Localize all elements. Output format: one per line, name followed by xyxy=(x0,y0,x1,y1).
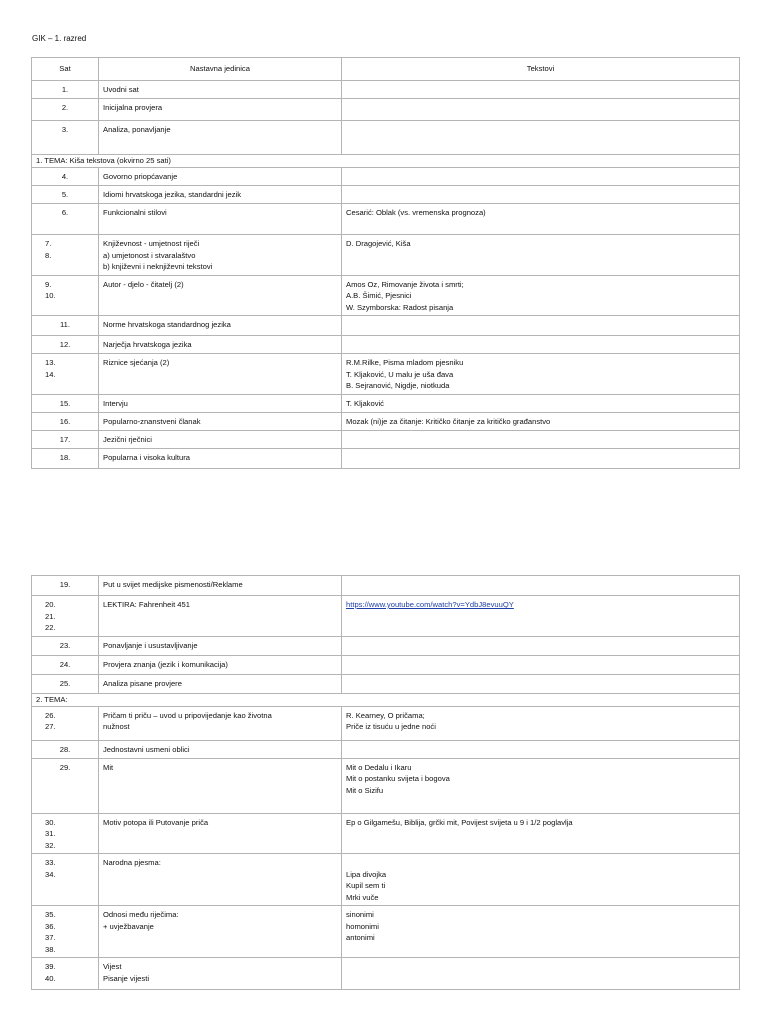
cell-sat: 39. 40. xyxy=(32,958,99,990)
cell-tekstovi xyxy=(342,316,740,336)
table-row xyxy=(32,121,740,155)
cell-sat: 7. 8. xyxy=(32,235,99,276)
cell-tekstovi: Ep o Gilgamešu, Biblija, grčki mit, Povijest svijeta u 9 i 1/2 poglavlja xyxy=(342,813,740,854)
cell-sat: 25. xyxy=(32,674,99,693)
cell-sat: 13. 14. xyxy=(32,354,99,395)
cell-sat: 16. xyxy=(32,412,99,430)
cell-nastavna-jedinica: Put u svijet medijske pismenosti/Reklame xyxy=(99,576,342,596)
table-row xyxy=(32,906,740,958)
cell-nastavna-jedinica: Intervju xyxy=(99,394,342,412)
table-row xyxy=(32,674,740,693)
cell-sat: 24. xyxy=(32,655,99,674)
cell-sat: 19. xyxy=(32,576,99,596)
table-row xyxy=(32,758,740,813)
cell-tekstovi xyxy=(342,576,740,596)
table-row xyxy=(32,854,740,906)
cell-tekstovi: Amos Oz, Rimovanje života i smrti; A.B. Šimić, Pjesnici W. Szymborska: Radost pisanja xyxy=(342,275,740,316)
document-title: GIK – 1. razred xyxy=(32,34,87,43)
cell-nastavna-jedinica: Analiza pisane provjere xyxy=(99,674,342,693)
table-header-row xyxy=(32,58,740,81)
header-nastavna-jedinica: Nastavna jedinica xyxy=(99,58,342,81)
topic-heading: 1. TEMA: Kiša tekstova (okvirno 25 sati) xyxy=(32,155,740,168)
table-row xyxy=(32,275,740,316)
cell-sat: 12. xyxy=(32,336,99,354)
cell-nastavna-jedinica: Mit xyxy=(99,758,342,813)
cell-sat: 17. xyxy=(32,430,99,448)
table-row xyxy=(32,354,740,395)
cell-nastavna-jedinica: Narodna pjesma: xyxy=(99,854,342,906)
cell-nastavna-jedinica: Autor - djelo - čitatelj (2) xyxy=(99,275,342,316)
table-row xyxy=(32,336,740,354)
table-row xyxy=(32,168,740,186)
curriculum-table-2 xyxy=(31,575,740,990)
topic-row xyxy=(32,155,740,168)
cell-tekstovi xyxy=(342,674,740,693)
table-row xyxy=(32,596,740,637)
topic-heading: 2. TEMA: xyxy=(32,693,740,706)
cell-tekstovi xyxy=(342,186,740,204)
cell-nastavna-jedinica: Književnost - umjetnost riječi a) umjetonost i stvaralaštvo b) književni i neknjiževni tekstovi xyxy=(99,235,342,276)
table-row xyxy=(32,813,740,854)
cell-nastavna-jedinica: Riznice sjećanja (2) xyxy=(99,354,342,395)
cell-sat: 20. 21. 22. xyxy=(32,596,99,637)
cell-nastavna-jedinica: Popularno-znanstveni članak xyxy=(99,412,342,430)
cell-sat: 18. xyxy=(32,448,99,468)
cell-nastavna-jedinica: Analiza, ponavljanje xyxy=(99,121,342,155)
cell-nastavna-jedinica: Pričam ti priču – uvod u pripovijedanje kao životna nužnost xyxy=(99,706,342,740)
cell-tekstovi: R. Kearney, O pričama; Priče iz tisuću u jedne noći xyxy=(342,706,740,740)
table-row xyxy=(32,448,740,468)
cell-sat: 26. 27. xyxy=(32,706,99,740)
cell-sat: 9. 10. xyxy=(32,275,99,316)
video-link[interactable]: https://www.youtube.com/watch?v=YdbJ8evuuQY xyxy=(342,596,740,637)
cell-tekstovi xyxy=(342,430,740,448)
cell-sat: 15. xyxy=(32,394,99,412)
cell-tekstovi xyxy=(342,99,740,121)
table-row xyxy=(32,204,740,235)
cell-tekstovi xyxy=(342,81,740,99)
table-row xyxy=(32,430,740,448)
cell-tekstovi: D. Dragojević, Kiša xyxy=(342,235,740,276)
table-row xyxy=(32,740,740,758)
cell-sat: 6. xyxy=(32,204,99,235)
cell-nastavna-jedinica: Norme hrvatskoga standardnog jezika xyxy=(99,316,342,336)
cell-sat: 28. xyxy=(32,740,99,758)
topic-row xyxy=(32,693,740,706)
table-row xyxy=(32,576,740,596)
cell-nastavna-jedinica: Idiomi hrvatskoga jezika, standardni jezik xyxy=(99,186,342,204)
table-row xyxy=(32,412,740,430)
cell-tekstovi xyxy=(342,121,740,155)
cell-tekstovi xyxy=(342,168,740,186)
cell-tekstovi: R.M.Rilke, Pisma mladom pjesniku T. Kljaković, U malu je uša đava B. Sejranović, Nigdje, niotkuda xyxy=(342,354,740,395)
table-row xyxy=(32,81,740,99)
cell-sat: 1. xyxy=(32,81,99,99)
cell-nastavna-jedinica: Popularna i visoka kultura xyxy=(99,448,342,468)
header-sat: Sat xyxy=(32,58,99,81)
cell-sat: 35. 36. 37. 38. xyxy=(32,906,99,958)
cell-tekstovi: T. Kljaković xyxy=(342,394,740,412)
cell-tekstovi: Mit o Dedalu i Ikaru Mit o postanku svijeta i bogova Mit o Sizifu xyxy=(342,758,740,813)
cell-tekstovi xyxy=(342,958,740,990)
cell-tekstovi: Cesarić: Oblak (vs. vremenska prognoza) xyxy=(342,204,740,235)
curriculum-table-1 xyxy=(31,57,740,469)
table-row xyxy=(32,706,740,740)
table-row xyxy=(32,636,740,655)
header-tekstovi: Tekstovi xyxy=(342,58,740,81)
table-row xyxy=(32,394,740,412)
cell-nastavna-jedinica: Uvodni sat xyxy=(99,81,342,99)
cell-nastavna-jedinica: Govorno priopćavanje xyxy=(99,168,342,186)
table-row xyxy=(32,958,740,990)
table-row xyxy=(32,99,740,121)
cell-nastavna-jedinica: Funkcionalni stilovi xyxy=(99,204,342,235)
cell-tekstovi: Lipa divojka Kupil sem ti Mrki vuče xyxy=(342,854,740,906)
cell-nastavna-jedinica: Jezični rječnici xyxy=(99,430,342,448)
cell-nastavna-jedinica: Narječja hrvatskoga jezika xyxy=(99,336,342,354)
table-row xyxy=(32,655,740,674)
cell-sat: 23. xyxy=(32,636,99,655)
table-row xyxy=(32,316,740,336)
cell-sat: 30. 31. 32. xyxy=(32,813,99,854)
cell-nastavna-jedinica: Motiv potopa ili Putovanje priča xyxy=(99,813,342,854)
table-row xyxy=(32,235,740,276)
cell-nastavna-jedinica: Odnosi među riječima: + uvježbavanje xyxy=(99,906,342,958)
cell-tekstovi xyxy=(342,655,740,674)
cell-nastavna-jedinica: Inicijalna provjera xyxy=(99,99,342,121)
cell-nastavna-jedinica: Ponavljanje i usustavljivanje xyxy=(99,636,342,655)
cell-tekstovi xyxy=(342,448,740,468)
cell-tekstovi: Mozak (ni)je za čitanje: Kritičko čitanje za kritičko građanstvo xyxy=(342,412,740,430)
cell-sat: 11. xyxy=(32,316,99,336)
cell-sat: 29. xyxy=(32,758,99,813)
cell-nastavna-jedinica: Vijest Pisanje vijesti xyxy=(99,958,342,990)
cell-tekstovi xyxy=(342,636,740,655)
cell-sat: 33. 34. xyxy=(32,854,99,906)
cell-tekstovi xyxy=(342,336,740,354)
table-row xyxy=(32,186,740,204)
cell-tekstovi xyxy=(342,740,740,758)
cell-tekstovi: sinonimi homonimi antonimi xyxy=(342,906,740,958)
cell-sat: 5. xyxy=(32,186,99,204)
cell-nastavna-jedinica: Jednostavni usmeni oblici xyxy=(99,740,342,758)
cell-sat: 4. xyxy=(32,168,99,186)
cell-nastavna-jedinica: Provjera znanja (jezik i komunikacija) xyxy=(99,655,342,674)
cell-sat: 2. xyxy=(32,99,99,121)
cell-nastavna-jedinica: LEKTIRA: Fahrenheit 451 xyxy=(99,596,342,637)
cell-sat: 3. xyxy=(32,121,99,155)
